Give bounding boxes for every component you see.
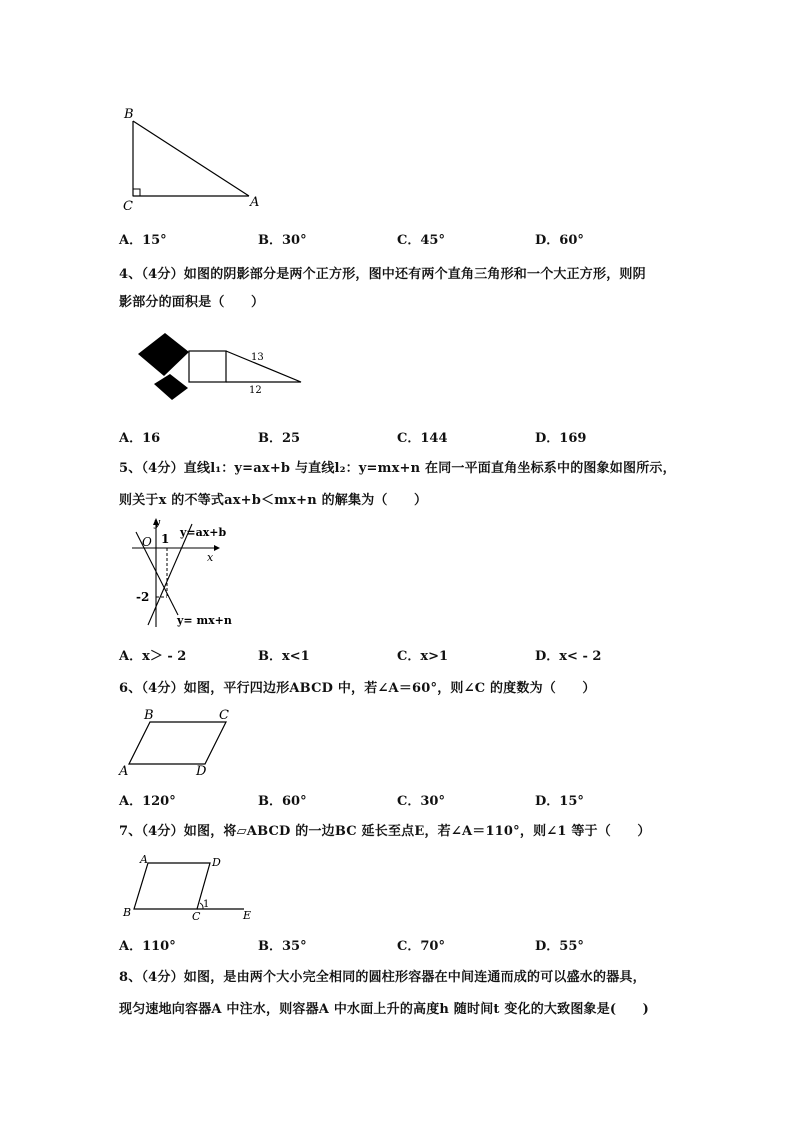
q6-option-c: C．30° <box>397 794 445 809</box>
q5-label-x: x <box>207 551 214 564</box>
q4-option-a: A．16 <box>119 431 161 446</box>
q5-question-line1: 5、（4分）直线l₁：y=ax+b 与直线l₂：y=mx+n 在同一平面直角坐标系中的图象如图所示， <box>119 461 676 476</box>
q4-question-line2: 影部分的面积是（ ） <box>119 295 265 310</box>
q7-option-b: B．35° <box>258 939 307 954</box>
q8-question-line1: 8、（4分）如图，是由两个大小完全相同的圆柱形容器在中间连通而成的可以盛水的器具， <box>119 970 646 985</box>
q5-option-a: A．x＞ - 2 <box>119 649 187 664</box>
q3-label-b: B <box>124 107 134 122</box>
q7-label-e: E <box>243 909 252 922</box>
q5-label-l2: y= mx+n <box>177 614 232 627</box>
q7-option-c: C．70° <box>397 939 445 954</box>
q4-option-d: D．169 <box>535 431 587 446</box>
q6-label-a: A <box>119 764 129 778</box>
q6-option-d: D．15° <box>535 794 584 809</box>
q7-label-c: C <box>192 910 201 923</box>
q6-label-d: D <box>196 764 207 778</box>
q3-label-c: C <box>123 199 133 214</box>
q7-parallelogram-figure <box>118 850 263 925</box>
q3-label-a: A <box>250 195 260 210</box>
q5-label-l1: y=ax+b <box>180 526 227 539</box>
q8-question-line2: 现匀速地向容器A 中注水，则容器A 中水面上升的高度h 随时间t 变化的大致图象是( ) <box>119 1002 650 1017</box>
q5-option-b: B．x<1 <box>258 649 310 664</box>
q4-option-b: B．25 <box>258 431 301 446</box>
q3-triangle-figure <box>118 100 268 215</box>
q6-label-c: C <box>219 708 229 723</box>
q7-label-d: D <box>212 856 221 869</box>
q5-label-o: O <box>142 535 152 549</box>
q3-option-c: C．45° <box>397 233 445 248</box>
q5-option-d: D．x< - 2 <box>535 649 602 664</box>
q5-label-y: y <box>154 516 161 529</box>
q5-label-neg2: -2 <box>136 590 150 604</box>
q7-option-a: A．110° <box>119 939 176 954</box>
q7-option-d: D．55° <box>535 939 584 954</box>
q5-label-1: 1 <box>161 532 170 546</box>
q4-label-13: 13 <box>251 352 264 363</box>
q4-label-12: 12 <box>249 385 262 396</box>
q4-question-line1: 4、（4分）如图的阴影部分是两个正方形，图中还有两个直角三角形和一个大正方形，则阴 <box>119 267 646 282</box>
q5-option-c: C．x>1 <box>397 649 449 664</box>
q3-option-d: D．60° <box>535 233 584 248</box>
q7-label-1: 1 <box>203 899 210 910</box>
q7-question-line1: 7、（4分）如图，将▱ABCD 的一边BC 延长至点E，若∠A＝110°，则∠1 等于（ ） <box>119 824 651 839</box>
q3-option-a: A．15° <box>119 233 167 248</box>
q4-option-c: C．144 <box>397 431 448 446</box>
q5-question-line2: 则关于x 的不等式ax+b＜mx+n 的解集为（ ） <box>119 493 428 508</box>
q4-squares-figure <box>130 330 310 405</box>
q5-graph-figure <box>128 515 258 630</box>
q6-option-b: B．60° <box>258 794 307 809</box>
q7-label-b: B <box>123 906 132 919</box>
q3-option-b: B．30° <box>258 233 307 248</box>
q6-parallelogram-figure <box>115 703 245 778</box>
q6-label-b: B <box>144 708 154 723</box>
q7-label-a: A <box>140 853 148 866</box>
q6-question-line1: 6、（4分）如图，平行四边形ABCD 中，若∠A＝60°，则∠C 的度数为（ ） <box>119 681 596 696</box>
q6-option-a: A．120° <box>119 794 176 809</box>
